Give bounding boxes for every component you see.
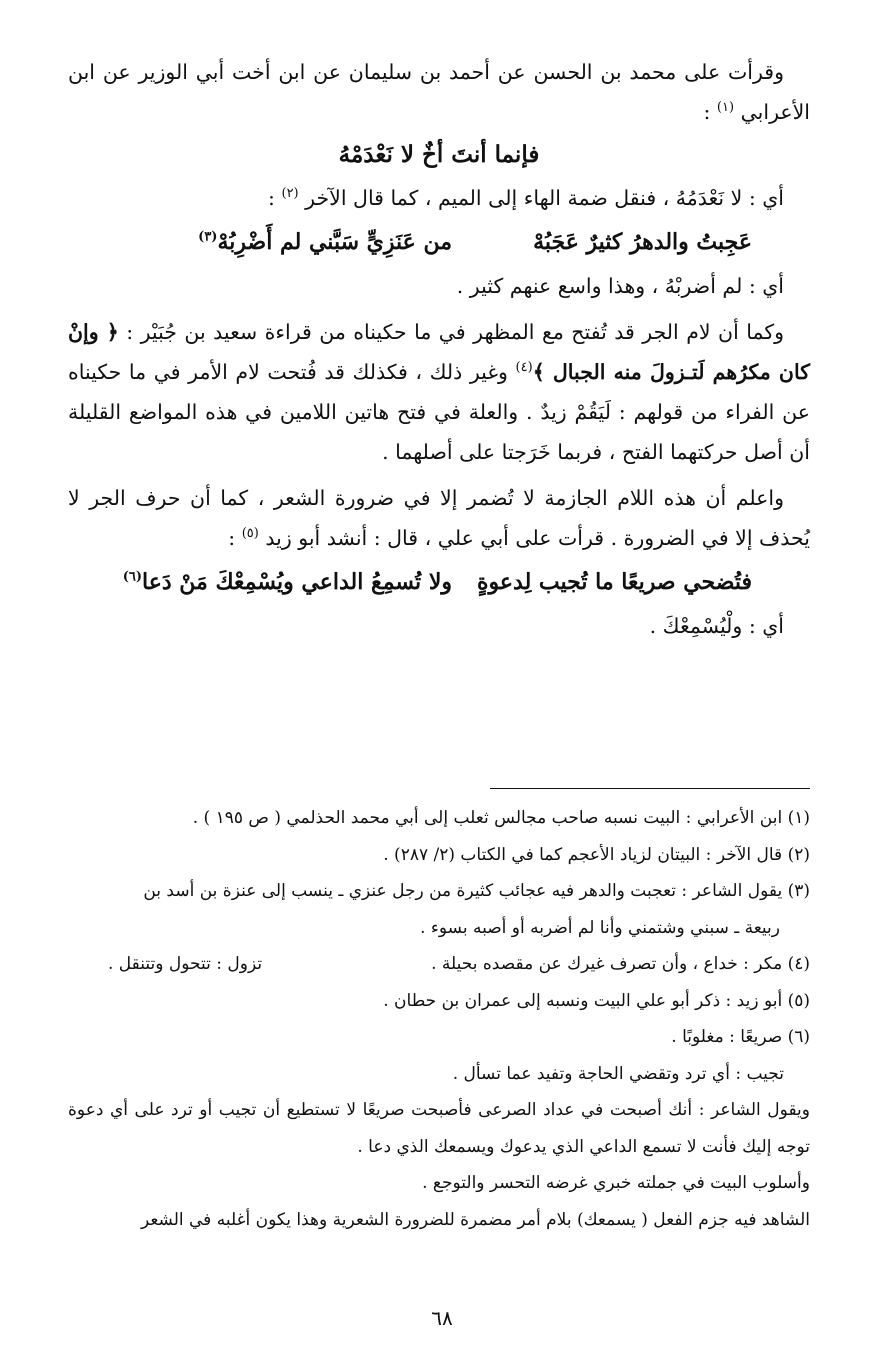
footnote-5: (٥) أبو زيد : ذكر أبو علي البيت ونسبه إلى عمران بن حطان . — [383, 990, 810, 1011]
footnote-6-line-3: وأسلوب البيت في جملته خبري غرضه التحسر والتوجع . — [422, 1173, 810, 1193]
colon: : — [703, 100, 711, 124]
page-number: ٦٨ — [431, 1306, 453, 1330]
paragraph-6: أي : ولْيُسْمِعْكَ . — [649, 614, 784, 638]
footnote-4-gloss: تزول : تتحول وتتنقل . — [108, 954, 263, 974]
footnote-ref-3: (٣) — [198, 229, 218, 245]
footnote-ref-6: (٦) — [122, 569, 142, 585]
colon: : — [228, 526, 236, 550]
footnote-1: (١) ابن الأعرابي : البيت نسبه صاحب مجالس ثعلب إلى أبي محمد الحذلمي ( ص ١٩٥ ) . — [192, 808, 810, 828]
verse-1 — [68, 218, 810, 266]
paragraph-2-text: أي : لا نَعْدَمُهُ ، فنقل ضمة الهاء إلى الميم ، كما قال الآخر — [305, 186, 784, 210]
paragraph-4-text-a: وكما أن لام الجر قد تُفتح مع المظهر في ما حكيناه من قراءة سعيد بن جُبَيْر : — [126, 320, 784, 344]
paragraph-5-text: واعلم أن هذه اللام الجازمة لا تُضمر إلا في ضرورة الشعر ، كما أن حرف الجر لا يُحذف إلا في الضرورة . قرأت على أبي علي ، قال : أنشد أبو زيد — [68, 486, 810, 550]
verse-1-second-half-text: من عَنَزِيٍّ سَبَّني لم أَضْرِبُهْ — [217, 229, 452, 255]
footnote-divider — [490, 788, 810, 789]
footnote-6-line-2: ويقول الشاعر : أنك أصبحت في عداد الصرعى فأصبحت صريعًا لا تستطيع أن تجيب أو ترد على أي دعوة توجه إليك فأنت لا تسمع الداعي الذي يدعوك ويسمعك الذي دعا . — [68, 1100, 810, 1157]
footnote-3: (٣) يقول الشاعر : تعجبت والدهر فيه عجائب كثيرة من رجل عنزي ـ ينسب إلى عنزة بن أسد بن — [143, 881, 810, 901]
footnote-3-continued: ربيعة ـ سبني وشتمني وأنا لم أضربه أو أصبه بسوء . — [420, 917, 780, 938]
footnote-4 — [68, 946, 810, 983]
paragraph-3: أي : لم أضربْهُ ، وهذا واسع عنهم كثير . — [456, 274, 784, 298]
verse-1-first-half: عَجِبتُ والدهرُ كثيرٌ عَجَبُهْ — [533, 229, 752, 255]
footnotes — [68, 800, 810, 1238]
footnote-ref-5: (٥) — [241, 526, 259, 542]
main-text — [68, 52, 810, 646]
paragraph-1 — [68, 52, 810, 132]
colon: : — [268, 186, 275, 210]
footnote-2: (٢) قال الآخر : البيتان لزياد الأعجم كما في الكتاب (٢/ ٢٨٧) . — [383, 844, 810, 865]
verse-2-first-half: فتُضحي صريعًا ما تُجيب لِدعوةٍ — [477, 569, 752, 595]
footnote-6: (٦) صريعًا : مغلوبًا . — [671, 1027, 810, 1047]
paragraph-4-text-b: وغير ذلك ، فكذلك قد فُتحت لام الأمر في ما حكيناه عن الفراء من قولهم : لَيَقُمْ زيدٌ . والعلة في فتح هاتين اللامين في هذه المواضع القليلة أن أصل حركتهما الفتح ، فربما خَرَجتا على أصلهما . — [68, 360, 810, 464]
paragraph-4 — [68, 312, 810, 472]
verse-2-second-half — [123, 558, 452, 606]
footnote-6-line-4: الشاهد فيه جزم الفعل ( يسمعك) بلام أمر مضمرة للضرورة الشعرية وهذا يكون أغلبه في الشعر — [140, 1209, 810, 1230]
footnote-ref-4: (٤) — [515, 360, 533, 376]
footnote-6-line-1: تجيب : أي ترد وتقضي الحاجة وتفيد عما تسأل . — [452, 1063, 784, 1084]
paragraph-2 — [68, 178, 810, 218]
verse-2-second-half-text: ولا تُسمِعُ الداعي ويُسْمِعْكَ مَنْ دَعا — [142, 569, 452, 595]
footnote-ref-2: (٢) — [281, 186, 299, 202]
verse-1-second-half — [198, 218, 452, 266]
quran-quote: ﴿ وإنْ كان مكرُهم لَتـزولَ منه الجبال ﴾ — [68, 320, 810, 384]
paragraph-1-text: وقرأت على محمد بن الحسن عن أحمد بن سليمان عن ابن أخت أبي الوزير عن ابن الأعرابي — [68, 60, 810, 124]
paragraph-5 — [68, 478, 810, 558]
footnote-4-text: (٤) مكر : خداع ، وأن تصرف غيرك عن مقصده بحيلة . — [431, 954, 810, 974]
verse-2 — [68, 558, 810, 606]
footnote-ref-1: (١) — [716, 100, 735, 116]
verse-line-1: فإنما أنتَ أخٌ لا نَعْدَمْهُ — [338, 141, 540, 168]
